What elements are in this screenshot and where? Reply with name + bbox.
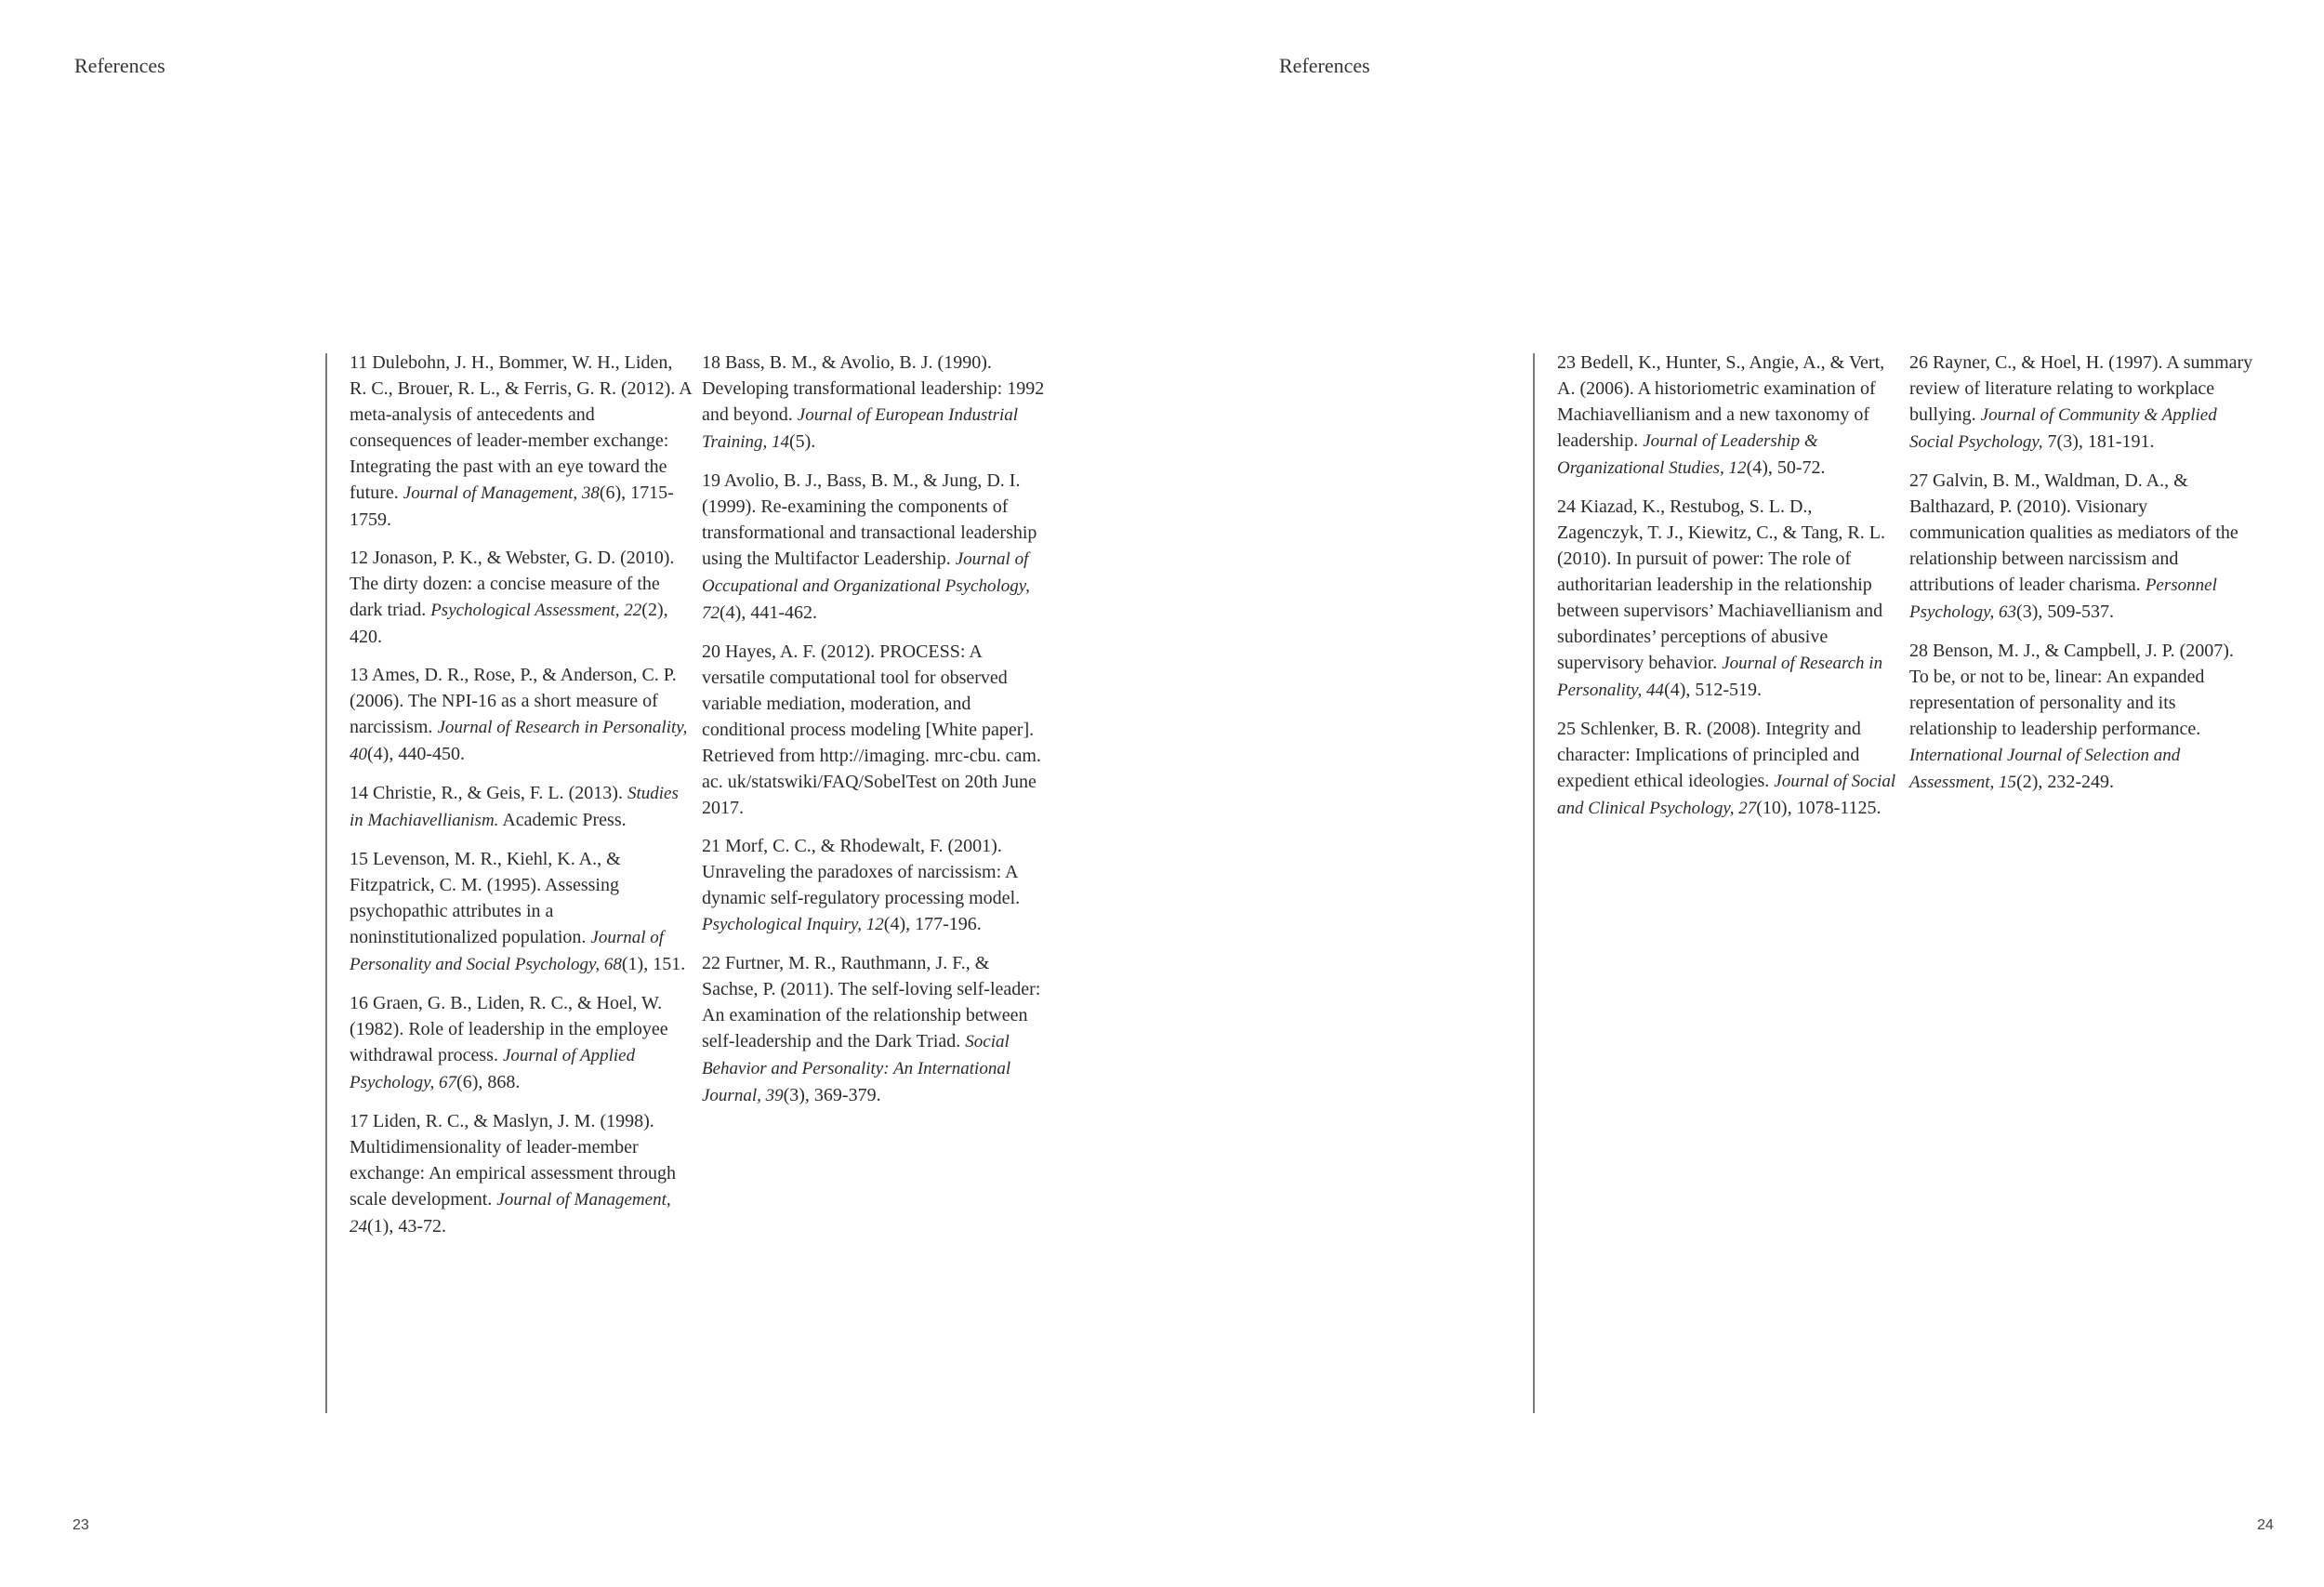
reference-entry: [350, 545, 693, 650]
reference-entry: [350, 990, 693, 1096]
reference-text: 28 Benson, M. J., & Campbell, J. P. (2007). To be, or not to be, linear: An expanded representation of personality and its relationship to leadership performance.: [1909, 641, 2234, 739]
reference-text: 24 Kiazad, K., Restubog, S. L. D., Zagenczyk, T. J., Kiewitz, C., & Tang, R. L. (2010). In pursuit of power: The role of authoritarian leadership in the relationship between supervisors’ Machiavellianism and subordinates’ perceptions of abusive supervisory behavior.: [1557, 496, 1885, 673]
reference-journal: Psychological Assessment, 22: [430, 601, 642, 620]
reference-journal: Journal of Applied Psychology, 67: [350, 1046, 636, 1092]
reference-entry: [1909, 468, 2253, 626]
reference-issue-pages: (4), 177-196.: [883, 914, 982, 934]
reference-issue-pages: (1), 151.: [621, 954, 686, 974]
reference-entry: [1909, 350, 2253, 456]
reference-text: 25 Schlenker, B. R. (2008). Integrity and character: Implications of principled and expedient ethical ideologies.: [1557, 719, 1861, 791]
page-number-right: 24: [2257, 1517, 2274, 1533]
reference-text: 19 Avolio, B. J., Bass, B. M., & Jung, D. I. (1999). Re-examining the components of transformational and transactional leadership using the Multifactor Leadership.: [702, 470, 1037, 569]
reference-journal: Journal of Research in Personality, 44: [1557, 654, 1883, 700]
reference-journal: Social Behavior and Personality: An International Journal, 39: [702, 1032, 1011, 1105]
reference-journal: Journal of Community & Applied Social Psychology,: [1909, 405, 2217, 452]
reference-entry: [702, 833, 1046, 938]
running-head-left: References: [74, 54, 165, 77]
reference-journal: Psychological Inquiry, 12: [702, 915, 884, 934]
reference-entry: [702, 350, 1046, 456]
reference-text: 14 Christie, R., & Geis, F. L. (2013).: [350, 783, 627, 803]
reference-text: 22 Furtner, M. R., Rauthmann, J. F., & Sachse, P. (2011). The self-loving self-leader: An examination of the relationship between self-leadership and the Dark Triad.: [702, 953, 1041, 1051]
reference-text: 15 Levenson, M. R., Kiehl, K. A., & Fitzpatrick, C. M. (1995). Assessing psychopathic attributes in a noninstitutionalized population.: [350, 849, 621, 947]
reference-text: 16 Graen, G. B., Liden, R. C., & Hoel, W. (1982). Role of leadership in the employee withdrawal process.: [350, 993, 668, 1065]
reference-issue-pages: (4), 441-462.: [720, 602, 817, 623]
reference-journal: Journal of Social and Clinical Psychology, 27: [1557, 772, 1896, 818]
reference-column: [350, 350, 693, 1252]
reference-issue-pages: (5).: [788, 431, 816, 452]
reference-journal: Studies in Machiavellianism.: [350, 784, 679, 830]
page-number-left: 23: [73, 1517, 89, 1533]
reference-entry: [350, 780, 693, 834]
reference-issue-pages: (2), 420.: [350, 600, 668, 647]
reference-issue-pages: (2), 232-249.: [2016, 772, 2115, 792]
reference-issue-pages: (6), 1715-1759.: [350, 483, 674, 530]
reference-issue-pages: (3), 509-537.: [2016, 602, 2115, 622]
reference-journal: Journal of Management, 38: [403, 483, 600, 503]
reference-column: [1557, 350, 1901, 834]
reference-issue-pages: (3), 369-379.: [783, 1085, 881, 1105]
reference-issue-pages: (4), 512-519.: [1664, 680, 1763, 700]
reference-text: 17 Liden, R. C., & Maslyn, J. M. (1998). Multidimensionality of leader-member exchange: An empirical assessment through scale development.: [350, 1111, 677, 1210]
reference-column: [702, 350, 1046, 1121]
reference-journal: Journal of Personality and Social Psychology, 68: [350, 928, 665, 974]
reference-text: 12 Jonason, P. K., & Webster, G. D. (2010). The dirty dozen: a concise measure of the dark triad.: [350, 548, 675, 620]
reference-text: 23 Bedell, K., Hunter, S., Angie, A., & Vert, A. (2006). A historiometric examination of Machiavellianism and a new taxonomy of leadership.: [1557, 352, 1885, 451]
reference-text: 20 Hayes, A. F. (2012). PROCESS: A versatile computational tool for observed variable mediation, moderation, and conditional process modeling [White paper]. Retrieved from http://imaging. mrc-cbu. cam. ac. uk/statswiki/FAQ/SobelTest on 20th June 2017.: [702, 641, 1041, 818]
reference-entry: [350, 350, 693, 533]
reference-journal: Journal of Research in Personality, 40: [350, 718, 688, 764]
reference-text: 13 Ames, D. R., Rose, P., & Anderson, C. P. (2006). The NPI-16 as a short measure of narcissism.: [350, 665, 677, 737]
reference-entry: [702, 639, 1046, 821]
reference-issue-pages: (4), 50-72.: [1746, 457, 1826, 478]
reference-entry: [1557, 350, 1901, 482]
column-rule-right: [1533, 353, 1535, 1413]
reference-entry: [702, 950, 1046, 1109]
reference-entry: [702, 468, 1046, 627]
reference-issue-pages: (4), 440-450.: [367, 744, 465, 764]
reference-issue-pages: (6), 868.: [456, 1072, 521, 1092]
column-rule-left: [325, 353, 327, 1413]
reference-text: 18 Bass, B. M., & Avolio, B. J. (1990). Developing transformational leadership: 1992 and beyond.: [702, 352, 1045, 425]
reference-text: 26 Rayner, C., & Hoel, H. (1997). A summary review of literature relating to workplace bullying.: [1909, 352, 2253, 425]
reference-entry: [350, 846, 693, 978]
reference-entry: [1557, 494, 1901, 704]
reference-journal: Journal of Occupational and Organizational Psychology, 72: [702, 549, 1030, 623]
running-head-right: References: [1279, 54, 1370, 77]
reference-text: 11 Dulebohn, J. H., Bommer, W. H., Liden, R. C., Brouer, R. L., & Ferris, G. R. (2012). A meta-analysis of antecedents and consequences of leader-member exchange: Integrating the past with an eye toward the future.: [350, 352, 692, 503]
reference-text: 27 Galvin, B. M., Waldman, D. A., & Balthazard, P. (2010). Visionary communication qualities as mediators of the relationship between narcissism and attributions of leader charisma.: [1909, 470, 2238, 595]
reference-column: [1909, 350, 2253, 808]
reference-entry: [1909, 638, 2253, 796]
reference-issue-pages: Academic Press.: [498, 810, 627, 830]
reference-issue-pages: (10), 1078-1125.: [1756, 798, 1882, 818]
reference-journal: Personnel Psychology, 63: [1909, 575, 2217, 622]
reference-entry: [350, 1108, 693, 1240]
reference-issue-pages: 7(3), 181-191.: [2042, 431, 2155, 452]
reference-issue-pages: (1), 43-72.: [367, 1216, 446, 1237]
reference-journal: Journal of Management, 24: [350, 1190, 671, 1237]
reference-entry: [350, 662, 693, 768]
reference-journal: Journal of European Industrial Training, 14: [702, 405, 1019, 452]
reference-entry: [1557, 716, 1901, 822]
reference-text: 21 Morf, C. C., & Rhodewalt, F. (2001). Unraveling the paradoxes of narcissism: A dynamic self-regulatory processing model.: [702, 836, 1021, 908]
reference-journal: International Journal of Selection and Assessment, 15: [1909, 746, 2181, 792]
reference-journal: Journal of Leadership & Organizational Studies, 12: [1557, 431, 1818, 478]
